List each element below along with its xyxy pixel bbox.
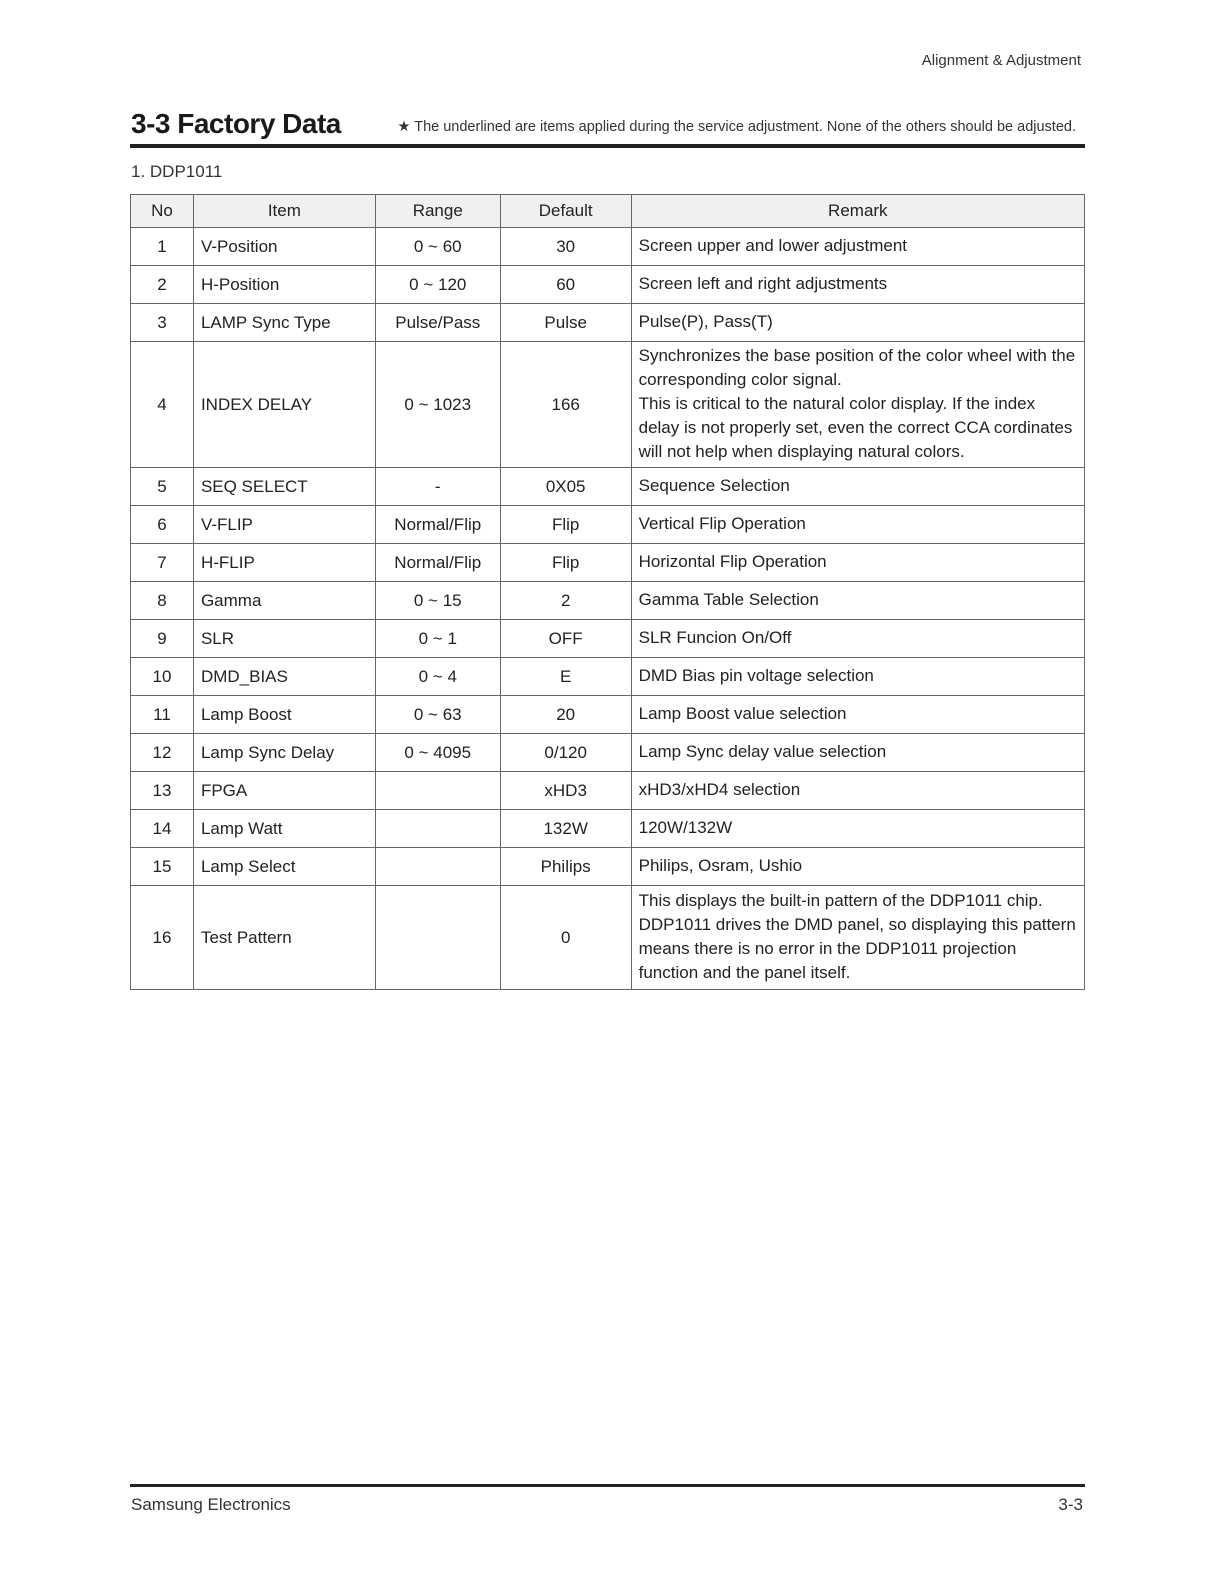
cell-remark: Synchronizes the base position of the color wheel with the corresponding color signal. This is critical to the natural color display. If the index delay is not properly set, even the correct CCA cordinates will not help when displaying natural colors. bbox=[631, 342, 1084, 468]
cell-range bbox=[375, 886, 500, 990]
cell-remark: Lamp Boost value selection bbox=[631, 696, 1084, 734]
cell-default: 30 bbox=[500, 228, 631, 266]
cell-item: Lamp Watt bbox=[193, 810, 375, 848]
table-row bbox=[131, 658, 1085, 696]
cell-no: 4 bbox=[131, 342, 194, 468]
cell-default: E bbox=[500, 658, 631, 696]
cell-range bbox=[375, 772, 500, 810]
cell-remark: Sequence Selection bbox=[631, 468, 1084, 506]
cell-range: 0 ~ 4 bbox=[375, 658, 500, 696]
cell-no: 6 bbox=[131, 506, 194, 544]
cell-remark: Pulse(P), Pass(T) bbox=[631, 304, 1084, 342]
cell-item: V-FLIP bbox=[193, 506, 375, 544]
cell-remark: This displays the built-in pattern of the DDP1011 chip. DDP1011 drives the DMD panel, so displaying this pattern means there is no error in the DDP1011 projection function and the panel itself. bbox=[631, 886, 1084, 990]
cell-item: Lamp Sync Delay bbox=[193, 734, 375, 772]
cell-range bbox=[375, 810, 500, 848]
cell-item: SEQ SELECT bbox=[193, 468, 375, 506]
section-note: ★ The underlined are items applied during the service adjustment. None of the others should be adjusted. bbox=[397, 119, 1076, 135]
cell-default: 2 bbox=[500, 582, 631, 620]
cell-no: 7 bbox=[131, 544, 194, 582]
cell-range: 0 ~ 63 bbox=[375, 696, 500, 734]
cell-range: 0 ~ 60 bbox=[375, 228, 500, 266]
column-header-default: Default bbox=[500, 195, 631, 228]
table-row bbox=[131, 734, 1085, 772]
cell-remark: 120W/132W bbox=[631, 810, 1084, 848]
cell-item: Lamp Select bbox=[193, 848, 375, 886]
cell-default: xHD3 bbox=[500, 772, 631, 810]
cell-item: H-FLIP bbox=[193, 544, 375, 582]
cell-default: 166 bbox=[500, 342, 631, 468]
cell-no: 12 bbox=[131, 734, 194, 772]
cell-no: 16 bbox=[131, 886, 194, 990]
cell-no: 3 bbox=[131, 304, 194, 342]
cell-range bbox=[375, 848, 500, 886]
cell-remark: DMD Bias pin voltage selection bbox=[631, 658, 1084, 696]
cell-item: LAMP Sync Type bbox=[193, 304, 375, 342]
cell-remark: Philips, Osram, Ushio bbox=[631, 848, 1084, 886]
cell-range: 0 ~ 15 bbox=[375, 582, 500, 620]
table-row bbox=[131, 772, 1085, 810]
table-row bbox=[131, 506, 1085, 544]
table-row bbox=[131, 304, 1085, 342]
cell-remark: Screen upper and lower adjustment bbox=[631, 228, 1084, 266]
cell-range: - bbox=[375, 468, 500, 506]
table-body bbox=[131, 228, 1085, 990]
table-row bbox=[131, 886, 1085, 990]
cell-default: 0/120 bbox=[500, 734, 631, 772]
cell-default: 0X05 bbox=[500, 468, 631, 506]
cell-remark: Horizontal Flip Operation bbox=[631, 544, 1084, 582]
cell-default: 132W bbox=[500, 810, 631, 848]
cell-item: DMD_BIAS bbox=[193, 658, 375, 696]
table-header-row bbox=[131, 195, 1085, 228]
cell-default: Flip bbox=[500, 544, 631, 582]
cell-no: 8 bbox=[131, 582, 194, 620]
footer-page-number: 3-3 bbox=[1058, 1495, 1083, 1514]
cell-no: 10 bbox=[131, 658, 194, 696]
table-row bbox=[131, 620, 1085, 658]
column-header-no: No bbox=[131, 195, 194, 228]
cell-no: 5 bbox=[131, 468, 194, 506]
cell-range: Normal/Flip bbox=[375, 544, 500, 582]
cell-item: SLR bbox=[193, 620, 375, 658]
cell-remark: Vertical Flip Operation bbox=[631, 506, 1084, 544]
title-divider bbox=[130, 144, 1085, 148]
table-row bbox=[131, 468, 1085, 506]
section-title-row bbox=[131, 108, 1084, 142]
cell-item: V-Position bbox=[193, 228, 375, 266]
cell-range: Normal/Flip bbox=[375, 506, 500, 544]
cell-item: H-Position bbox=[193, 266, 375, 304]
cell-default: Philips bbox=[500, 848, 631, 886]
cell-no: 13 bbox=[131, 772, 194, 810]
cell-no: 15 bbox=[131, 848, 194, 886]
cell-remark: Lamp Sync delay value selection bbox=[631, 734, 1084, 772]
cell-default: 20 bbox=[500, 696, 631, 734]
factory-data-table bbox=[130, 194, 1085, 990]
cell-default: 60 bbox=[500, 266, 631, 304]
cell-item: Lamp Boost bbox=[193, 696, 375, 734]
footer-company: Samsung Electronics bbox=[131, 1495, 291, 1514]
section-title: 3-3 Factory Data bbox=[131, 108, 341, 139]
subsection-heading: 1. DDP1011 bbox=[131, 162, 223, 181]
table-row bbox=[131, 582, 1085, 620]
table-row bbox=[131, 544, 1085, 582]
column-header-range: Range bbox=[375, 195, 500, 228]
cell-no: 14 bbox=[131, 810, 194, 848]
cell-item: Test Pattern bbox=[193, 886, 375, 990]
cell-remark: xHD3/xHD4 selection bbox=[631, 772, 1084, 810]
cell-item: INDEX DELAY bbox=[193, 342, 375, 468]
table-row bbox=[131, 848, 1085, 886]
cell-remark: Screen left and right adjustments bbox=[631, 266, 1084, 304]
table-row bbox=[131, 228, 1085, 266]
column-header-remark: Remark bbox=[631, 195, 1084, 228]
table-row bbox=[131, 342, 1085, 468]
table-row bbox=[131, 810, 1085, 848]
table-row bbox=[131, 266, 1085, 304]
cell-range: 0 ~ 1 bbox=[375, 620, 500, 658]
cell-no: 11 bbox=[131, 696, 194, 734]
running-header: Alignment & Adjustment bbox=[921, 52, 1081, 69]
cell-remark: SLR Funcion On/Off bbox=[631, 620, 1084, 658]
cell-item: Gamma bbox=[193, 582, 375, 620]
table-row bbox=[131, 696, 1085, 734]
cell-item: FPGA bbox=[193, 772, 375, 810]
cell-no: 2 bbox=[131, 266, 194, 304]
cell-range: 0 ~ 1023 bbox=[375, 342, 500, 468]
cell-range: 0 ~ 4095 bbox=[375, 734, 500, 772]
cell-range: 0 ~ 120 bbox=[375, 266, 500, 304]
cell-default: Flip bbox=[500, 506, 631, 544]
cell-default: Pulse bbox=[500, 304, 631, 342]
cell-default: 0 bbox=[500, 886, 631, 990]
footer-divider bbox=[130, 1484, 1085, 1487]
cell-no: 1 bbox=[131, 228, 194, 266]
cell-no: 9 bbox=[131, 620, 194, 658]
cell-default: OFF bbox=[500, 620, 631, 658]
cell-range: Pulse/Pass bbox=[375, 304, 500, 342]
cell-remark: Gamma Table Selection bbox=[631, 582, 1084, 620]
column-header-item: Item bbox=[193, 195, 375, 228]
